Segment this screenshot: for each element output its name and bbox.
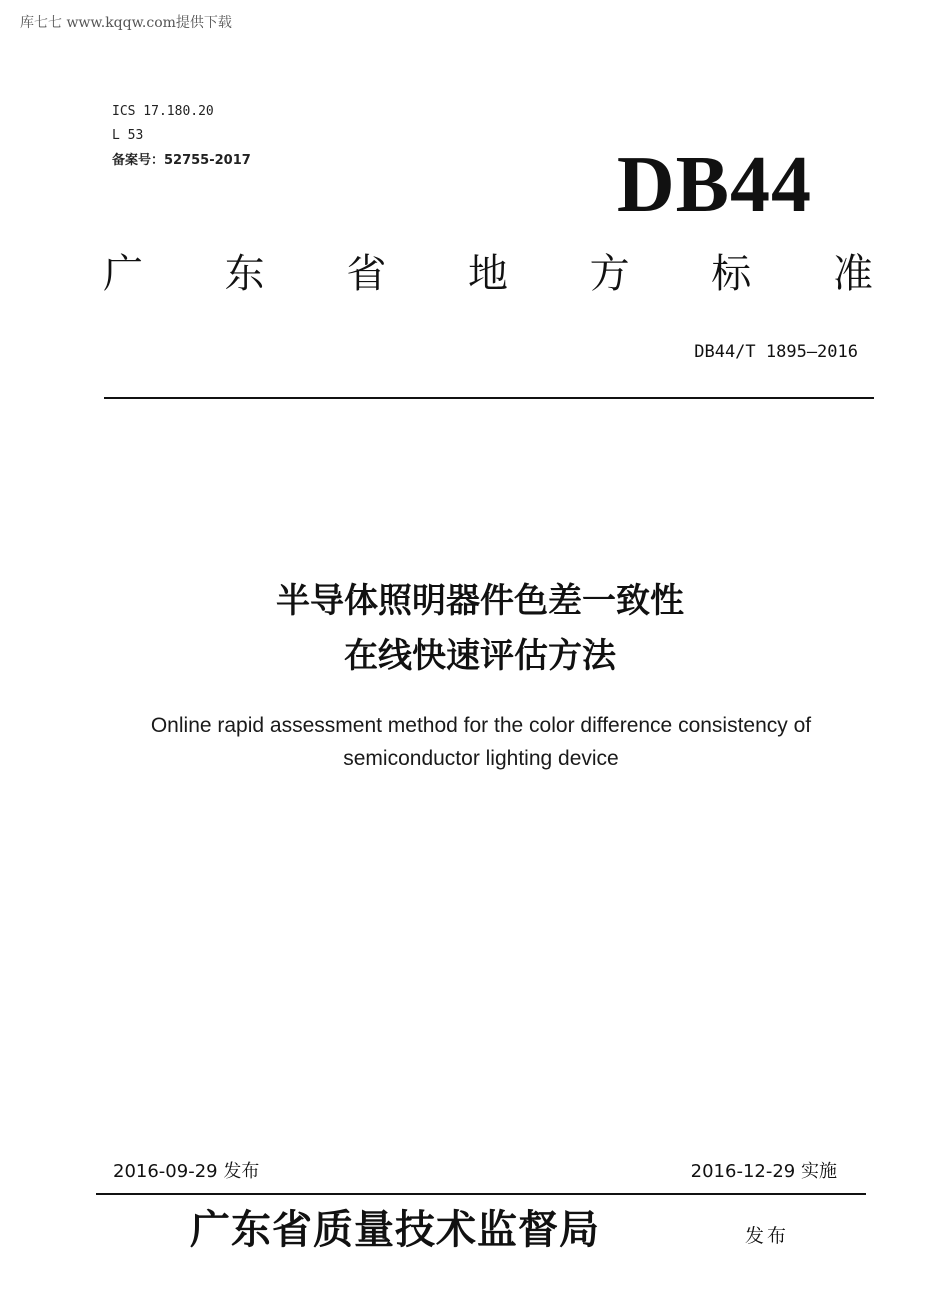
- standard-type-char: 省: [346, 251, 387, 297]
- standard-type-heading: [103, 250, 873, 298]
- ics-code: ICS 17.180.20: [112, 104, 214, 119]
- chinese-title-line-2: 在线快速评估方法: [344, 636, 616, 676]
- standard-number: DB44/T 1895—2016: [694, 342, 858, 362]
- issuing-authority: 广东省质量技术监督局: [190, 1206, 600, 1253]
- chinese-title-line-1: 半导体照明器件色差一致性: [276, 581, 684, 621]
- implementation-date: 2016-12-29 实施: [690, 1161, 837, 1182]
- english-title-line-2: semiconductor lighting device: [343, 747, 619, 770]
- standard-type-char: 方: [589, 251, 630, 297]
- standard-type-char: 广: [103, 251, 143, 297]
- standard-type-char: 标: [711, 251, 752, 297]
- english-title-line-1: Online rapid assessment method for the color difference consistency of: [150, 714, 812, 737]
- db-code-logo: DB44: [616, 141, 812, 229]
- watermark-text: 库七七 www.kqqw.com提供下载: [20, 15, 232, 31]
- standard-type-char: 地: [467, 251, 508, 297]
- bottom-divider: [96, 1193, 866, 1195]
- standard-type-char: 准: [832, 251, 873, 297]
- issuing-suffix: 发布: [745, 1225, 790, 1247]
- classification-code: L 53: [112, 128, 144, 143]
- issue-date: 2016-09-29 发布: [113, 1161, 260, 1182]
- top-divider: [104, 397, 874, 399]
- record-number: 备案号：52755-2017: [112, 153, 251, 168]
- standard-type-char: 东: [224, 251, 265, 297]
